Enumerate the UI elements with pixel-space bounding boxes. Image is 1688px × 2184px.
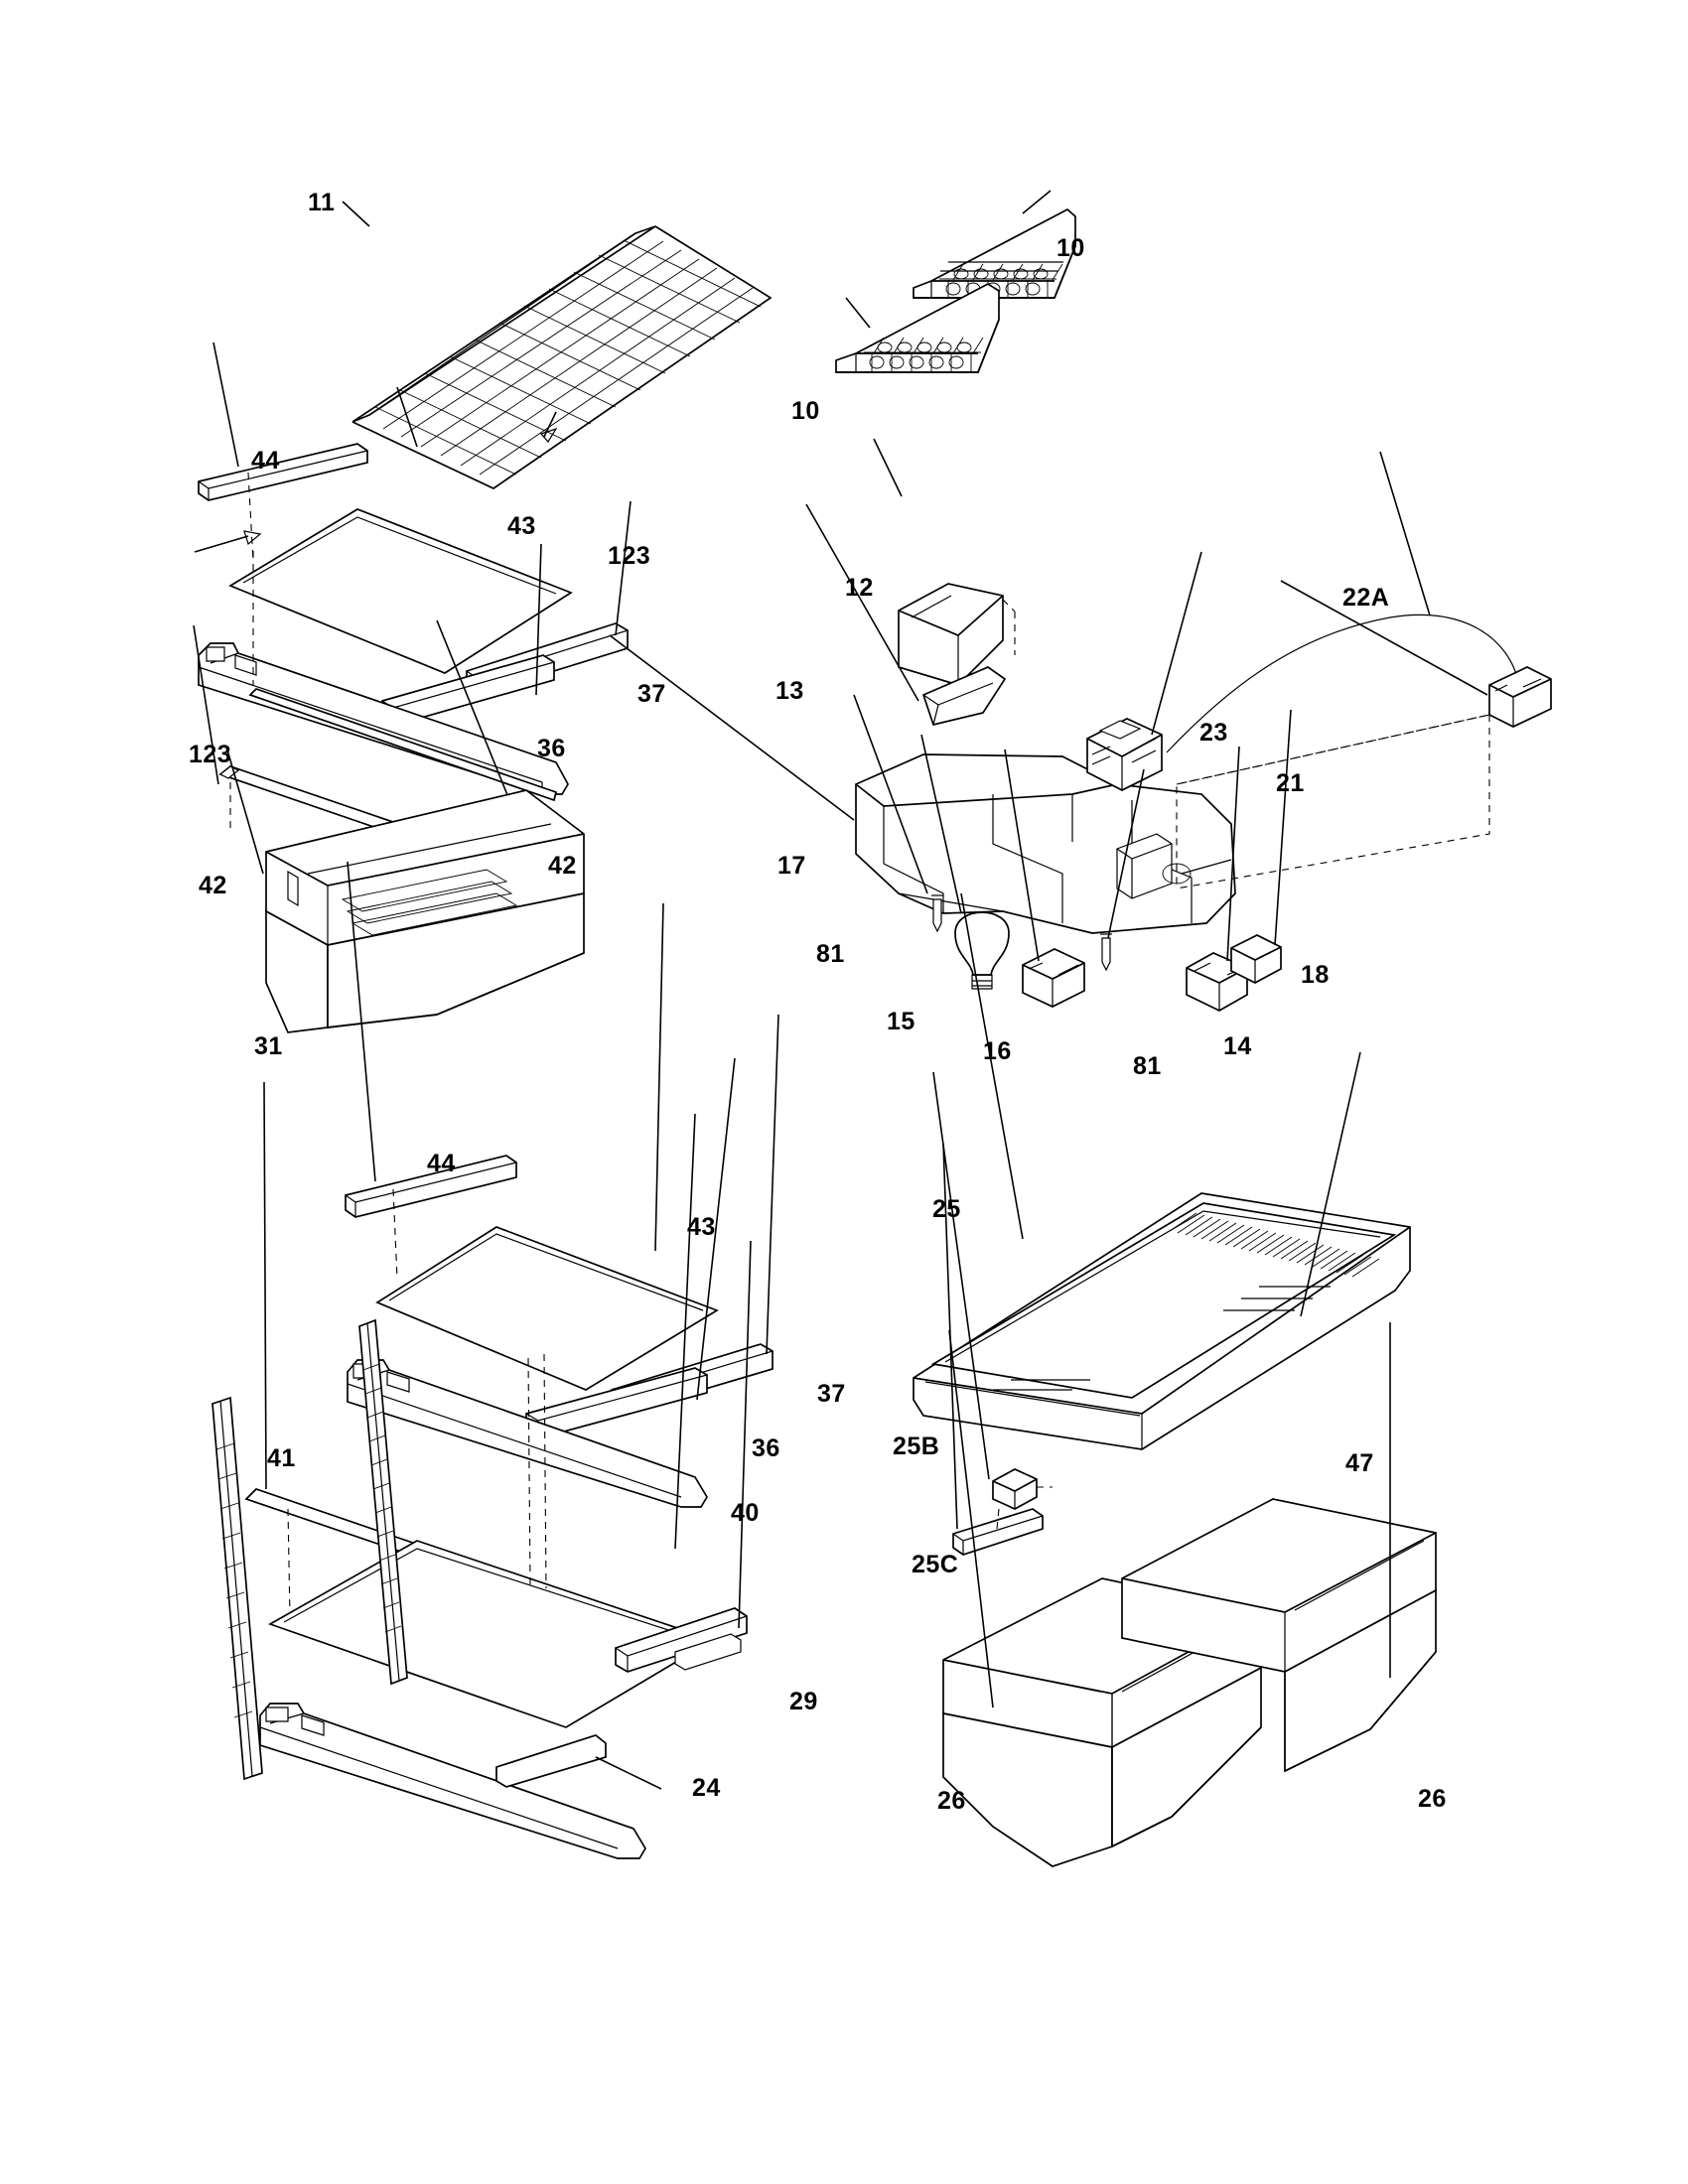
callout-26-a: 26 [937, 1787, 966, 1815]
part-ladder-vertical-strips [212, 1320, 546, 1779]
callout-10-a: 10 [1056, 234, 1085, 262]
callout-81-a: 81 [816, 940, 845, 968]
callout-24: 24 [692, 1774, 721, 1802]
part-12-light-shield [874, 439, 1015, 685]
callout-21: 21 [1276, 769, 1305, 797]
callout-12: 12 [845, 574, 874, 602]
part-10-ice-trays [836, 191, 1075, 372]
callout-22A: 22A [1342, 584, 1390, 612]
callout-14: 14 [1223, 1032, 1252, 1060]
callout-16: 16 [983, 1037, 1012, 1065]
callout-44-b: 44 [427, 1150, 456, 1177]
callout-37-a: 37 [637, 680, 666, 708]
callout-42-b: 42 [548, 852, 577, 880]
callout-18: 18 [1301, 961, 1330, 989]
callout-81-b: 81 [1133, 1052, 1162, 1080]
part-18-clip [1231, 710, 1291, 983]
callout-47: 47 [1345, 1449, 1374, 1477]
callout-36-a: 36 [537, 735, 566, 762]
callout-37-b: 37 [817, 1380, 846, 1408]
callout-11: 11 [308, 189, 336, 216]
callout-123-b: 123 [189, 741, 232, 768]
part-24-frame-bottom [260, 1704, 661, 1858]
callout-123-a: 123 [608, 542, 651, 570]
callout-25B: 25B [893, 1433, 940, 1460]
callout-43-b: 43 [687, 1213, 716, 1241]
callout-25C: 25C [912, 1551, 959, 1578]
part-11-wire-shelf [343, 202, 771, 488]
callout-44-a: 44 [251, 447, 280, 475]
callout-42-a: 42 [199, 872, 227, 899]
callout-29: 29 [789, 1688, 818, 1715]
callout-43-a: 43 [507, 512, 536, 540]
callout-41: 41 [267, 1444, 296, 1472]
callout-40: 40 [731, 1499, 760, 1527]
callout-15: 15 [887, 1008, 915, 1035]
part-36-rail-lower [526, 1058, 735, 1438]
callout-31: 31 [254, 1032, 283, 1060]
part-23-control-module [1087, 552, 1201, 790]
callout-36-b: 36 [752, 1434, 780, 1462]
callout-23: 23 [1199, 719, 1228, 747]
callout-17: 17 [777, 852, 806, 880]
callout-25: 25 [932, 1195, 961, 1223]
callout-13: 13 [775, 677, 804, 705]
callout-10-b: 10 [791, 397, 820, 425]
callout-26-b: 26 [1418, 1785, 1447, 1813]
